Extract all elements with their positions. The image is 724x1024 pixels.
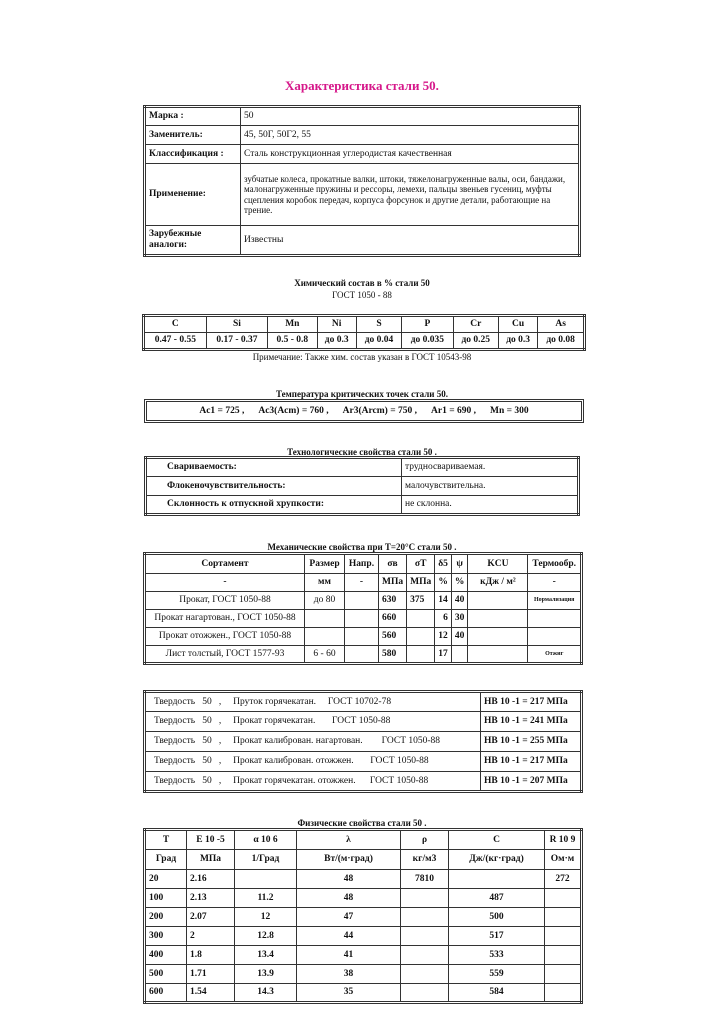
mech-cell: 630 [379, 592, 407, 610]
phys-cell [545, 965, 582, 984]
mech-unit: МПа [379, 574, 407, 592]
phys-header: λ [297, 830, 401, 850]
info-value: 45, 50Г, 50Г2, 55 [241, 126, 580, 145]
phys-cell: 1.8 [187, 946, 235, 965]
mech-cell [468, 646, 528, 664]
hardness-value: HB 10 -1 = 207 МПа [481, 772, 582, 792]
phys-header: α 10 6 [235, 830, 297, 850]
phys-row [145, 984, 582, 1003]
phys-unit: Вт/(м·град) [297, 850, 401, 870]
chem-value: 0.17 - 0.37 [206, 333, 267, 350]
phys-cell: 100 [145, 889, 187, 908]
chem-title: Химический состав в % стали 50 [294, 278, 430, 288]
phys-cell: 2.13 [187, 889, 235, 908]
phys-cell: 487 [449, 889, 545, 908]
info-row [145, 107, 580, 126]
tech-label: Свариваемость: [146, 458, 402, 477]
mech-cell [468, 628, 528, 646]
crit-mn: Mn = 300 [490, 406, 529, 416]
mech-title: Механические свойства при Т=20°С стали 50 . [267, 542, 457, 552]
mech-header: δ5 [435, 554, 452, 574]
chem-value: до 0.3 [498, 333, 537, 350]
chem-header: Mn [268, 316, 317, 333]
phys-cell: 48 [297, 889, 401, 908]
phys-cell: 2.16 [187, 870, 235, 889]
phys-cell: 7810 [401, 870, 449, 889]
phys-unit: Дж/(кг·град) [449, 850, 545, 870]
phys-row [145, 965, 582, 984]
info-value: Сталь конструкционная углеродистая качественная [241, 145, 580, 164]
mech-row [145, 610, 582, 628]
phys-cell: 559 [449, 965, 545, 984]
mech-header: Термообр. [528, 554, 582, 574]
chem-header: Ni [317, 316, 356, 333]
phys-cell: 38 [297, 965, 401, 984]
mech-cell: 6 - 60 [305, 646, 345, 664]
phys-unit: Град [145, 850, 187, 870]
mech-header: Размер [305, 554, 345, 574]
chem-header: Cu [498, 316, 537, 333]
mech-cell [345, 628, 379, 646]
hardness-row [145, 732, 582, 752]
info-label: Классификация : [145, 145, 241, 164]
crit-ac1: Ac1 = 725 , [199, 406, 245, 416]
phys-header: R 10 9 [545, 830, 582, 850]
crit-ac3: Ac3(Acm) = 760 , [258, 406, 329, 416]
tech-table [144, 456, 580, 516]
info-row [145, 126, 580, 145]
tech-row [146, 496, 579, 515]
phys-cell: 13.4 [235, 946, 297, 965]
mech-cell: 375 [407, 592, 435, 610]
mech-header: Напр. [345, 554, 379, 574]
phys-cell [545, 908, 582, 927]
phys-cell: 11.2 [235, 889, 297, 908]
mech-cell [451, 646, 468, 664]
phys-cell: 272 [545, 870, 582, 889]
phys-cell: 12 [235, 908, 297, 927]
hardness-value: HB 10 -1 = 217 МПа [481, 752, 582, 772]
hardness-row [145, 692, 582, 712]
mech-unit: - [528, 574, 582, 592]
phys-cell [449, 870, 545, 889]
tech-row [146, 477, 579, 496]
phys-cell: 12.8 [235, 927, 297, 946]
chem-note: Примечание: Также хим. состав указан в ГОСТ 10543-98 [252, 352, 472, 362]
mech-cell [407, 646, 435, 664]
mech-row [145, 646, 582, 664]
chem-value: до 0.08 [538, 333, 585, 350]
hardness-desc: Твердость 50 , Пруток горячекатан. ГОСТ 10702-78 [145, 692, 481, 712]
chem-value-row [144, 333, 585, 350]
phys-clip [143, 828, 587, 998]
tech-value: трудносвариваемая. [402, 458, 579, 477]
phys-cell [401, 927, 449, 946]
chem-header: C [144, 316, 207, 333]
tech-label: Флокеночувствительность: [146, 477, 402, 496]
mech-cell: 17 [435, 646, 452, 664]
hardness-row [145, 772, 582, 792]
mech-cell [468, 592, 528, 610]
tech-row [146, 458, 579, 477]
hardness-row [145, 712, 582, 732]
mech-cell: 12 [435, 628, 452, 646]
phys-cell: 600 [145, 984, 187, 1003]
phys-units-row [145, 850, 582, 870]
mech-cell: Лист толстый, ГОСТ 1577-93 [145, 646, 305, 664]
mech-cell [345, 592, 379, 610]
mech-cell [407, 610, 435, 628]
phys-cell: 584 [449, 984, 545, 1003]
mech-cell: до 80 [305, 592, 345, 610]
chem-header: As [538, 316, 585, 333]
hardness-desc: Твердость 50 , Прокат калиброван. отожжен. ГОСТ 1050-88 [145, 752, 481, 772]
info-label: Марка : [145, 107, 241, 126]
phys-cell [401, 908, 449, 927]
phys-cell [545, 984, 582, 1003]
phys-cell: 35 [297, 984, 401, 1003]
phys-row [145, 889, 582, 908]
phys-unit: 1/Град [235, 850, 297, 870]
info-label: Применение: [145, 164, 241, 226]
mech-cell [528, 610, 582, 628]
phys-cell: 41 [297, 946, 401, 965]
mech-cell [305, 628, 345, 646]
mech-header: Сортамент [145, 554, 305, 574]
info-value: Известны [241, 226, 580, 256]
phys-cell: 300 [145, 927, 187, 946]
chem-table [142, 314, 586, 351]
phys-table [143, 828, 583, 1004]
phys-header-row [145, 830, 582, 850]
chem-header: P [402, 316, 453, 333]
mech-header: ψ [451, 554, 468, 574]
mech-header: σв [379, 554, 407, 574]
mech-unit: - [145, 574, 305, 592]
hardness-row [145, 752, 582, 772]
mech-row [145, 628, 582, 646]
chem-value: 0.47 - 0.55 [144, 333, 207, 350]
mech-cell: Нормализация [528, 592, 582, 610]
mech-cell: 660 [379, 610, 407, 628]
chem-value: 0.5 - 0.8 [268, 333, 317, 350]
mech-cell: 40 [451, 592, 468, 610]
mech-unit: МПа [407, 574, 435, 592]
phys-cell [545, 889, 582, 908]
phys-unit: кг/м3 [401, 850, 449, 870]
crit-ar3: Ar3(Arcm) = 750 , [342, 406, 417, 416]
mech-unit: % [435, 574, 452, 592]
phys-cell: 500 [145, 965, 187, 984]
phys-cell: 2.07 [187, 908, 235, 927]
tech-label: Склонность к отпускной хрупкости: [146, 496, 402, 515]
tech-value: не склонна. [402, 496, 579, 515]
info-label: Зарубежные аналоги: [145, 226, 241, 256]
mech-unit: мм [305, 574, 345, 592]
phys-cell: 14.3 [235, 984, 297, 1003]
phys-row [145, 870, 582, 889]
chem-value: до 0.04 [356, 333, 401, 350]
hardness-value: HB 10 -1 = 241 МПа [481, 712, 582, 732]
phys-row [145, 908, 582, 927]
chem-value: до 0.3 [317, 333, 356, 350]
phys-cell: 400 [145, 946, 187, 965]
phys-unit: Ом·м [545, 850, 582, 870]
mech-header: KCU [468, 554, 528, 574]
phys-cell: 533 [449, 946, 545, 965]
phys-cell: 1.54 [187, 984, 235, 1003]
phys-cell [545, 927, 582, 946]
crit-values [147, 402, 581, 420]
phys-cell [545, 946, 582, 965]
mech-cell: Отжиг [528, 646, 582, 664]
mech-cell [468, 610, 528, 628]
crit-title: Температура критических точек стали 50. [276, 389, 448, 399]
mech-cell [305, 610, 345, 628]
mech-unit: - [345, 574, 379, 592]
chem-standard: ГОСТ 1050 - 88 [332, 290, 392, 300]
mech-cell [407, 628, 435, 646]
phys-cell: 500 [449, 908, 545, 927]
crit-ar1: Ar1 = 690 , [431, 406, 476, 416]
phys-cell: 48 [297, 870, 401, 889]
phys-header: C [449, 830, 545, 850]
mech-unit: % [451, 574, 468, 592]
mech-units-row [145, 574, 582, 592]
phys-cell: 1.71 [187, 965, 235, 984]
chem-header: Cr [453, 316, 498, 333]
chem-value: до 0.25 [453, 333, 498, 350]
tech-value: малочувствительна. [402, 477, 579, 496]
page-title: Характеристика стали 50. [285, 78, 439, 93]
info-row [145, 145, 580, 164]
crit-box [144, 399, 584, 423]
hardness-desc: Твердость 50 , Прокат калиброван. нагартован. ГОСТ 1050-88 [145, 732, 481, 752]
mech-cell [528, 628, 582, 646]
phys-header: T [145, 830, 187, 850]
info-table [143, 105, 581, 257]
info-label: Заменитель: [145, 126, 241, 145]
phys-cell: 44 [297, 927, 401, 946]
phys-cell: 517 [449, 927, 545, 946]
phys-row [145, 927, 582, 946]
phys-cell [401, 946, 449, 965]
mech-cell [345, 610, 379, 628]
phys-row [145, 946, 582, 965]
mech-cell: 560 [379, 628, 407, 646]
mech-header: σT [407, 554, 435, 574]
chem-header: S [356, 316, 401, 333]
hardness-table [143, 690, 583, 793]
mech-cell: 6 [435, 610, 452, 628]
phys-unit: МПа [187, 850, 235, 870]
mech-cell: Прокат нагартован., ГОСТ 1050-88 [145, 610, 305, 628]
info-row [145, 164, 580, 226]
phys-cell: 20 [145, 870, 187, 889]
phys-cell [235, 870, 297, 889]
info-row [145, 226, 580, 256]
phys-cell [401, 984, 449, 1003]
hardness-desc: Твердость 50 , Прокат горячекатан. ГОСТ 1050-88 [145, 712, 481, 732]
info-value: зубчатые колеса, прокатные валки, штоки, тяжелонагруженные валы, оси, бандажи, малонагруженные пружины и рессоры, лемехи, пальцы звеньев гусениц, муфты сцепления коробок передач, корпуса форсунок и другие детали, работающие на трение. [241, 164, 580, 226]
hardness-value: HB 10 -1 = 217 МПа [481, 692, 582, 712]
mech-unit: кДж / м² [468, 574, 528, 592]
mech-cell: 40 [451, 628, 468, 646]
phys-title: Физические свойства стали 50 . [297, 818, 427, 828]
mech-cell: 14 [435, 592, 452, 610]
phys-cell [401, 965, 449, 984]
chem-value: до 0.035 [402, 333, 453, 350]
hardness-value: HB 10 -1 = 255 МПа [481, 732, 582, 752]
tech-title: Технологические свойства стали 50 . [287, 447, 437, 457]
phys-cell: 47 [297, 908, 401, 927]
phys-cell: 2 [187, 927, 235, 946]
mech-cell: 580 [379, 646, 407, 664]
mech-header-row [145, 554, 582, 574]
mech-table [143, 552, 583, 665]
phys-header: E 10 -5 [187, 830, 235, 850]
phys-header: ρ [401, 830, 449, 850]
chem-header: Si [206, 316, 267, 333]
info-value: 50 [241, 107, 580, 126]
mech-cell: 30 [451, 610, 468, 628]
chem-header-row [144, 316, 585, 333]
mech-cell: Прокат, ГОСТ 1050-88 [145, 592, 305, 610]
mech-row [145, 592, 582, 610]
phys-cell: 200 [145, 908, 187, 927]
mech-cell: Прокат отожжен., ГОСТ 1050-88 [145, 628, 305, 646]
phys-cell: 13.9 [235, 965, 297, 984]
hardness-desc: Твердость 50 , Прокат горячекатан. отожжен. ГОСТ 1050-88 [145, 772, 481, 792]
phys-cell [401, 889, 449, 908]
mech-cell [345, 646, 379, 664]
